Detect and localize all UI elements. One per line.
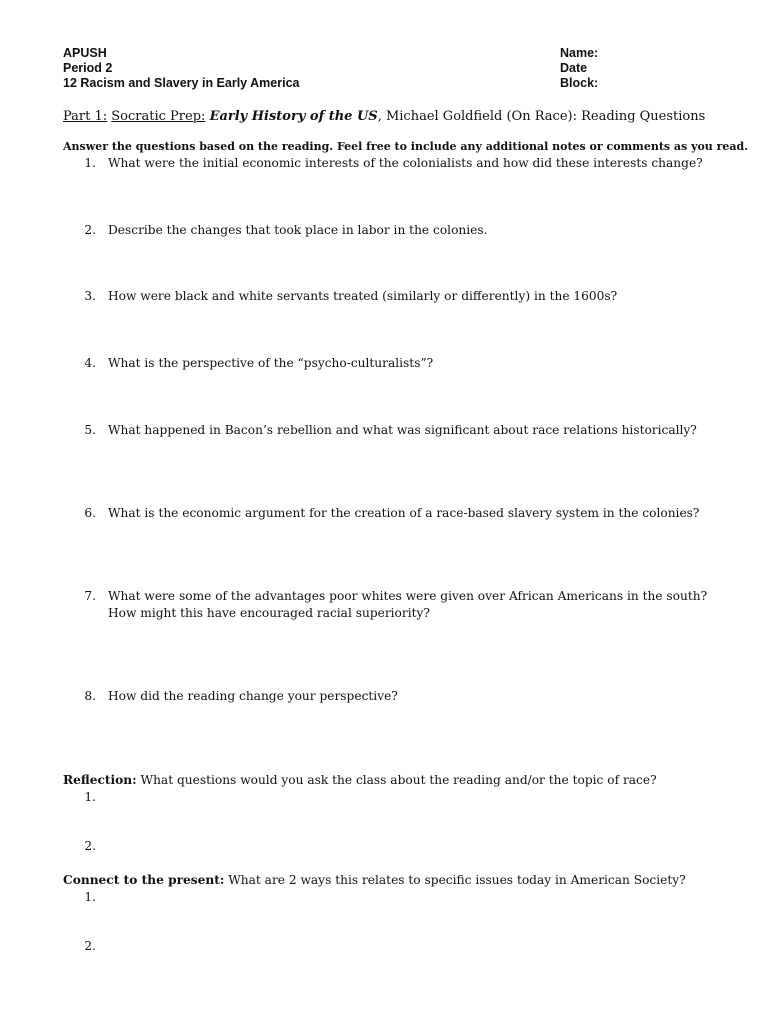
question-text: How were black and white servants treated (similarly or differently) in the 1600s?: [108, 289, 618, 303]
date-label: Date: [560, 61, 588, 75]
period-label: Period 2: [63, 61, 113, 75]
connect-label: Connect to the present:: [63, 873, 225, 887]
name-label: Name:: [560, 46, 599, 60]
block-label: Block:: [560, 76, 599, 90]
question-text: Describe the changes that took place in labor in the colonies.: [108, 223, 488, 237]
question-text: How did the reading change your perspective?: [108, 689, 398, 703]
reflection-prompt: [63, 772, 657, 789]
question-text: What were the initial economic interests of the colonialists and how did these interests change?: [108, 156, 703, 170]
part1-book-title: Early History of the US: [209, 109, 378, 124]
question-number: 8.: [84, 689, 96, 703]
reflection-item: 1.: [84, 790, 96, 804]
question-number: 3.: [84, 289, 96, 303]
reflection-item: 2.: [84, 839, 96, 853]
part1-subtitle: , Michael Goldfield (On Race): Reading Questions: [377, 109, 706, 124]
question-number: 7.: [84, 589, 96, 603]
connect-item: 2.: [84, 939, 96, 953]
part1-prep: Socratic Prep:: [111, 109, 206, 124]
connect-text: What are 2 ways this relates to specific issues today in American Society?: [224, 873, 686, 887]
connect-item: 1.: [84, 890, 96, 904]
instructions: Answer the questions based on the reading. Feel free to include any additional notes or comments as you read.: [63, 140, 749, 153]
connect-prompt: [63, 872, 686, 889]
part1-heading: [63, 109, 705, 124]
reflection-text: What questions would you ask the class about the reading and/or the topic of race?: [136, 773, 657, 787]
reflection-label: Reflection:: [63, 773, 137, 787]
question-number: 6.: [84, 506, 96, 520]
question-text: What happened in Bacon’s rebellion and what was significant about race relations historically?: [108, 423, 697, 437]
course-name: APUSH: [63, 46, 107, 60]
question-number: 4.: [84, 356, 96, 370]
question-number: 1.: [84, 156, 96, 170]
question-number: 2.: [84, 223, 96, 237]
question-text: What were some of the advantages poor whites were given over African Americans in the south? How might this have encouraged racial superiority?: [108, 589, 708, 620]
question-number: 5.: [84, 423, 96, 437]
part1-label: Part 1:: [63, 109, 108, 124]
unit-title: 12 Racism and Slavery in Early America: [63, 76, 300, 90]
question-text: What is the perspective of the “psycho-culturalists”?: [108, 356, 434, 370]
question-text: What is the economic argument for the creation of a race-based slavery system in the colonies?: [108, 506, 700, 520]
